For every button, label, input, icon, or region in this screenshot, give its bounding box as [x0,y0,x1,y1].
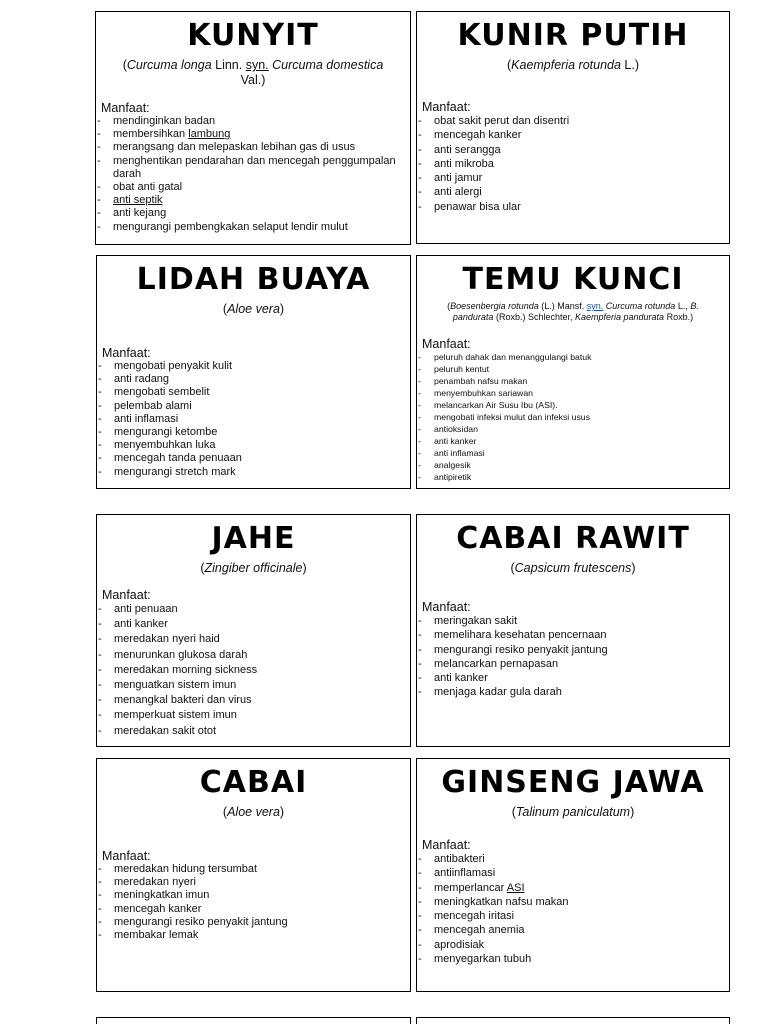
benefit-item [418,923,729,937]
benefit-item [418,351,729,363]
benefit-text: mencegah tanda penuaan [114,452,242,465]
manfaat-label: Manfaat: [101,101,150,115]
benefit-item [98,693,410,708]
benefit-text: obat sakit perut dan disentri [434,115,570,127]
benefit-item [418,938,729,952]
benefit-text: mengobati penyakit kulit [114,360,233,372]
benefit-item [98,663,410,678]
benefit-item [98,903,410,916]
benefit-item [98,360,410,373]
benefit-text: anti kanker [434,436,477,446]
latin-run: (Roxb.) Schlechter, [493,312,575,322]
latin-run: ( [511,805,516,819]
benefit-item [98,708,410,723]
benefit-item [98,876,410,889]
benefit-text: peluruh kentut [434,364,490,374]
benefit-text: mencegah anemia [434,924,525,937]
benefit-text: merangsang dan melepaskan lebihan gas di usus [113,141,356,154]
benefit-text: mencegah kanker [434,129,522,142]
benefit-item [97,115,410,128]
benefit-text: menjaga kadar gula darah [434,686,562,699]
benefit-text: meredakan sakit otot [114,724,217,737]
benefit-item [418,671,729,685]
latin-run: syn. [245,58,269,72]
benefit-item [418,423,729,435]
benefit-item [98,426,410,439]
benefit-list [417,852,729,966]
benefit-item [98,452,410,465]
benefit-text: mengobati infeksi mulut dan infeksi usus [434,412,590,422]
benefit-text: anti kejang [113,207,167,220]
benefit-text: menurunkan glukosa darah [114,648,248,661]
benefit-item [418,895,729,909]
benefit-text: memperkuat sistem imun [114,709,237,722]
card-title: CABAI RAWIT [456,521,690,556]
benefit-text: mengobati sembelit [114,386,210,399]
card-temu-kunci [416,255,730,489]
benefit-item [98,386,410,399]
benefit-text: menyembuhkan sariawan [434,388,533,398]
benefit-item [418,171,729,185]
card-cabai-rawit [416,514,730,747]
benefit-item [418,909,729,923]
latin-run: ) [279,805,285,819]
benefit-item [98,929,410,942]
benefit-text: mencegah iritasi [434,910,515,923]
benefit-text: anti alergi [434,186,482,199]
benefit-text: anti serangga [434,143,501,156]
card-title: GINSENG JAWA [441,765,705,800]
benefit-item [97,141,410,154]
benefit-item [418,411,729,423]
benefit-item [418,128,729,142]
benefit-text: menghentikan pendarahan dan mencegah penggumpalan darah [113,154,396,180]
benefit-text: membersihkan [113,128,189,141]
latin-name [433,301,713,323]
benefit-item [98,413,410,426]
benefit-text: pelembab alami [114,399,192,412]
benefit-item [418,952,729,966]
benefit-list [96,115,410,234]
manfaat-label: Manfaat: [102,588,151,602]
latin-name [433,805,713,820]
manfaat-label: Manfaat: [422,337,471,351]
benefit-item [98,916,410,929]
benefit-item [98,863,410,876]
manfaat-label: Manfaat: [422,600,471,614]
card-ginseng-jawa [416,758,730,992]
benefit-item [418,628,729,642]
benefit-text: menyembuhkan luka [114,439,216,452]
benefit-item [418,881,729,895]
benefit-item [98,678,410,693]
manfaat-label: Manfaat: [102,849,151,863]
benefit-text: anti radang [114,373,170,386]
benefit-text: mengurangi resiko penyakit jantung [434,643,608,656]
latin-run: ) [279,302,285,316]
benefit-item [98,724,410,739]
benefit-text: penambah nafsu makan [434,376,528,386]
benefit-text: meningkatkan imun [114,889,210,902]
benefit-underlined-text: anti septik [113,194,163,207]
benefit-text: anti mikroba [434,157,494,170]
benefit-text: antioksidan [434,424,478,434]
benefit-list [97,602,410,739]
latin-run: ( [200,561,205,575]
latin-run: Curcuma rotunda [605,301,676,311]
benefit-item [418,114,729,128]
benefit-text: mengurangi resiko penyakit jantung [114,915,288,928]
manfaat-label: Manfaat: [102,346,151,360]
benefit-item [418,435,729,447]
latin-run: Curcuma longa [126,58,212,72]
benefit-item [97,181,410,194]
benefit-text: anti kanker [434,672,488,685]
benefit-list [417,351,729,483]
latin-run: syn. [586,301,604,311]
card-title: LIDAH BUAYA [136,262,371,297]
benefit-text: anti kanker [114,618,168,631]
benefit-text: anti jamur [434,172,483,185]
latin-run: Val.) [240,73,266,87]
benefit-text: anti inflamasi [434,448,485,458]
benefit-item [418,471,729,483]
benefit-text: mengurangi pembengkakan selaput lendir mulut [113,220,348,233]
latin-run: ) [302,561,307,575]
latin-run: Aloe vera [227,302,280,316]
benefit-text: memelihara kesehatan pencernaan [434,629,607,642]
benefit-item [98,373,410,386]
benefit-item [418,459,729,471]
benefit-underlined-text: ASI [506,881,525,894]
benefit-text: mengurangi ketombe [114,426,218,439]
benefit-text: analgesik [434,460,471,470]
latin-run: ( [510,561,515,575]
benefit-item [98,602,410,617]
latin-run: ) [630,805,635,819]
benefit-item [98,400,410,413]
benefit-text: meredakan nyeri haid [114,633,220,646]
card-partial-left [96,1017,411,1024]
latin-name [433,561,713,576]
latin-run: ( [222,302,228,316]
benefit-list [97,360,410,479]
latin-run: ( [447,301,451,311]
benefit-item [98,439,410,452]
benefit-list [97,863,410,942]
latin-run: Zingiber officinale [204,561,303,575]
benefit-text: antipiretik [434,472,472,482]
benefit-item [97,194,410,207]
benefit-list [417,114,729,214]
benefit-text: mencegah kanker [114,902,202,915]
benefit-text: anti penuaan [114,603,178,615]
latin-run: ( [222,805,228,819]
benefit-item [418,157,729,171]
card-kunir-putih [416,11,730,244]
latin-run: Curcuma domestica [272,58,384,72]
benefit-item [98,632,410,647]
latin-run: Capsicum frutescens [514,561,632,575]
benefit-item [97,128,410,141]
latin-run: ) [631,561,636,575]
benefit-item [418,447,729,459]
benefit-item [97,221,410,234]
benefit-text: menyegarkan tubuh [434,953,532,966]
benefit-item [418,852,729,866]
card-partial-right [416,1017,730,1024]
benefit-text: aprodisiak [434,938,485,951]
benefit-item [98,617,410,632]
benefit-text: menangkal bakteri dan virus [114,694,252,707]
benefit-item [418,643,729,657]
latin-name [112,58,394,88]
benefit-item [97,207,410,220]
benefit-item [97,155,410,181]
latin-run: ( [506,58,512,72]
latin-run: Roxb.) [664,312,694,322]
latin-run: L.) [620,58,640,72]
card-cabai [96,758,411,992]
benefit-text: mengurangi stretch mark [114,465,236,478]
card-lidah-buaya [96,255,411,489]
card-jahe [96,514,411,747]
benefit-text: membakar lemak [114,929,199,942]
latin-name [113,805,394,820]
benefit-text: meningkatkan nafsu makan [434,895,569,908]
latin-run: Linn. [211,58,246,72]
benefit-text: menguatkan sistem imun [114,679,237,692]
card-title: KUNIR PUTIH [457,18,689,53]
benefit-item [418,685,729,699]
benefit-list [417,614,729,700]
latin-name [433,58,713,73]
benefit-item [98,889,410,902]
benefit-text: antiinflamasi [434,867,496,880]
benefit-item [418,399,729,411]
latin-run: ( [122,58,127,72]
benefit-item [98,648,410,663]
benefit-item [98,466,410,479]
benefit-text: meringakan sakit [434,615,518,627]
benefit-text: peluruh dahak dan menanggulangi batuk [434,352,592,362]
benefit-item [418,657,729,671]
benefit-item [418,143,729,157]
benefit-text: memperlancar [434,881,507,894]
latin-run: Kaempferia rotunda [511,58,621,72]
card-title: KUNYIT [187,18,319,53]
benefit-text: meredakan hidung tersumbat [114,863,258,875]
benefit-item [418,866,729,880]
benefit-item [418,200,729,214]
benefit-item [418,375,729,387]
benefit-item [418,363,729,375]
card-kunyit [95,11,411,245]
benefit-underlined-text: lambung [188,128,231,141]
latin-run: Aloe vera [227,805,280,819]
benefit-item [418,614,729,628]
latin-name [113,302,394,317]
benefit-text: melancarkan Air Susu Ibu (ASI). [434,400,558,410]
latin-run: (L.) Mansf. [538,301,587,311]
latin-run: B. pandurata [452,301,699,322]
benefit-text: anti inflamasi [114,412,179,425]
card-title: JAHE [211,521,296,556]
benefit-text: penawar bisa ular [434,200,521,213]
manfaat-label: Manfaat: [422,838,471,852]
latin-run: Boesenbergia rotunda [450,301,539,311]
benefit-text: antibakteri [434,853,485,865]
benefit-text: meredakan morning sickness [114,663,258,676]
manfaat-label: Manfaat: [422,100,471,114]
latin-name [113,561,394,576]
benefit-text: mendinginkan badan [113,115,216,127]
latin-run: L., [675,301,691,311]
benefit-item [418,185,729,199]
card-title: CABAI [199,765,308,800]
benefit-text: obat anti gatal [113,181,183,194]
benefit-text: meredakan nyeri [114,876,196,889]
latin-run: Kaempferia pandurata [575,312,665,322]
benefit-item [418,387,729,399]
latin-run: Talinum paniculatum [515,805,631,819]
card-title: TEMU KUNCI [462,262,684,297]
benefit-text: melancarkan pernapasan [434,657,559,670]
